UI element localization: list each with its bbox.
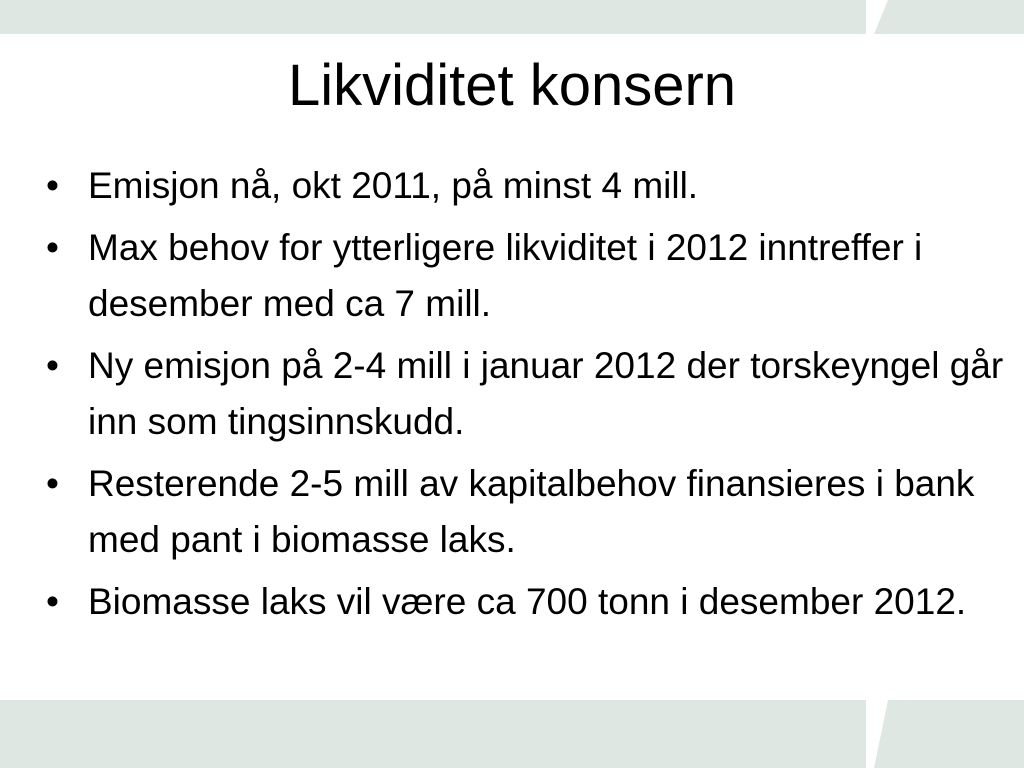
bullet-dot: • (46, 165, 59, 206)
bullet-text: Biomasse laks vil være ca 700 tonn i desember 2012. (88, 581, 967, 622)
bullet-dot: • (46, 227, 59, 268)
bullet-item (46, 158, 1006, 214)
bullet-dot: • (46, 463, 59, 504)
top-decorative-band (0, 0, 1024, 34)
band-notch-icon (866, 700, 906, 768)
bullet-item (46, 220, 1006, 332)
bullet-text: Max behov for ytterligere likviditet i 2012 inntreffer i desember med ca 7 mill. (88, 227, 923, 324)
bullet-text: Ny emisjon på 2-4 mill i januar 2012 der torskeyngel går inn som tingsinnskudd. (88, 345, 1004, 442)
bullet-item (46, 574, 1006, 630)
bullet-item (46, 338, 1006, 450)
bullet-list (46, 158, 1006, 636)
slide-title: Likviditet konsern (287, 53, 737, 118)
bullet-item (46, 456, 1006, 568)
bullet-dot: • (46, 581, 59, 622)
band-notch-icon (866, 0, 906, 34)
bullet-dot: • (46, 345, 59, 386)
bullet-text: Emisjon nå, okt 2011, på minst 4 mill. (88, 165, 699, 206)
bottom-decorative-band (0, 700, 1024, 768)
bullet-text: Resterende 2-5 mill av kapitalbehov finansieres i bank med pant i biomasse laks. (88, 463, 975, 560)
